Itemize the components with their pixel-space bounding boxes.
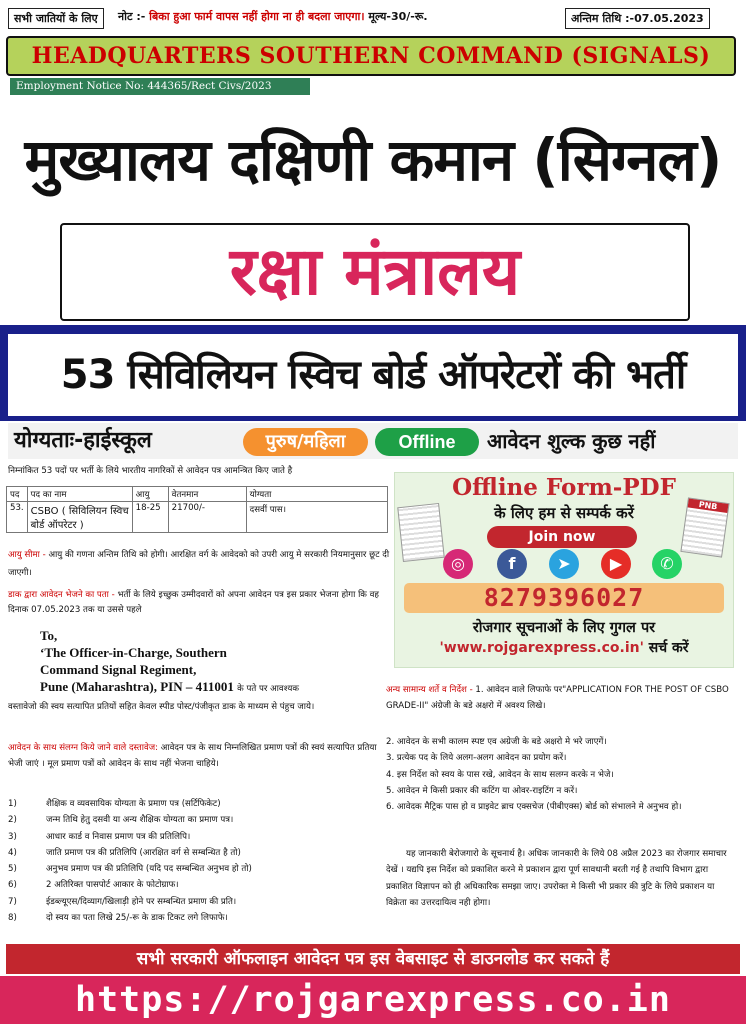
table-row	[7, 502, 388, 533]
postal-label: डाक द्वारा आवेदन भेजने का पता -	[8, 590, 115, 600]
address-after: वस्तावेजो की स्वय सत्यापित प्रतियों सहित केवल स्पीड पोस्ट/पंजीकृत डाक के माध्यम से पंहुच जाये।	[8, 702, 315, 712]
cell-qualification: दसवीं पास।	[246, 502, 387, 533]
cell-age: 18-25	[132, 502, 168, 533]
qualification: योग्यताः-हाईस्कूल	[14, 428, 152, 453]
conditions-list	[386, 734, 736, 815]
list-item: 4) जाति प्रमाण पत्र की प्रतिलिपि (आरक्षित वर्ग से सम्बन्धित है तो)	[8, 847, 241, 858]
th-qualification: योग्यता	[246, 487, 387, 502]
footer-banner: सभी सरकारी ऑफलाइन आवेदन पत्र इस वेबसाइट से डाउनलोड कर सकते हैं	[6, 944, 740, 974]
newspaper-label: PNB	[688, 498, 729, 512]
recruitment-title: 53 सिविलियन स्विच बोर्ड ऑपरेटरों की भर्ती	[8, 334, 738, 416]
list-item: 2. आवेदन के सभी कालम स्पष्ट एव अग्रेजी के बडे अक्षरो मे भरे जाएगें।	[386, 737, 607, 747]
list-item: 3) आधार कार्ड व निवास प्रमाण पत्र की प्रतिलिपि।	[8, 831, 191, 842]
youtube-icon[interactable]: ▶	[601, 549, 631, 579]
vacancy-table	[6, 486, 388, 533]
list-item: 5) अनुभव प्रमाण पत्र की प्रतिलिपि (यदि पद सम्बन्धित अनुभव हो तो)	[8, 864, 252, 875]
employment-notice: Employment Notice No: 444365/Rect Civs/2023	[10, 78, 310, 95]
fee-info: आवेदन शुल्क कुछ नहीं	[487, 429, 656, 453]
address-line-4: Pune (Maharashtra), PIN – 411001	[40, 679, 234, 694]
whatsapp-icon[interactable]: ✆	[652, 549, 682, 579]
th-post-name: पद का नाम	[27, 487, 132, 502]
address-line-3: Command Signal Regiment,	[40, 662, 197, 677]
ministry-title: रक्षा मंत्रालय	[60, 223, 690, 321]
cell-posts: 53.	[7, 502, 28, 533]
age-limit	[8, 546, 390, 582]
gender-badge: पुरुष/महिला	[243, 428, 368, 456]
documents-list	[8, 796, 390, 926]
table-header-row	[7, 487, 388, 502]
th-pay: वेतनमान	[168, 487, 246, 502]
caste-box: सभी जातियों के लिए	[8, 8, 104, 29]
conditions-first: 1. आवेदन वाले लिफाफे पर"APPLICATION FOR THE POST OF CSBO GRADE-II" अंग्रेजी के बडे अक्षरो में अवश्य लिखे।	[386, 685, 729, 712]
newspaper-icon	[397, 503, 445, 562]
documents-text: आवेदन पत्र के साथ निम्नलिखित प्रमाण पत्रों की स्वयं सत्यापित प्रतिया भेजी जाएं । मूल प्रमाण पत्रों को आवेदन के साथ नहीं भेजना चाहिये।	[8, 743, 377, 769]
list-item: 7) ईडब्ल्यूएस/दिव्याग/खिलाड़ी होने पर सम्बन्धित प्रमाण की प्रति।	[8, 896, 237, 907]
note-text: बिका हुआ फार्म वापस नहीं होगा ना ही बदला जाएगा।	[149, 10, 365, 23]
list-item: 3. प्रत्येक पद के लिये अलग-अलग आवेदन का प्रयोग करें।	[386, 753, 567, 764]
list-item: 4. इस निर्देश को स्वय के पास रखे, आवेदन के साथ सलग्न करके न भेजे।	[386, 769, 614, 780]
phone-number[interactable]: 8279396027	[404, 583, 724, 613]
age-limit-text: आयु की गणना अन्तिम तिथि को होगी। आरक्षित वर्ग के आवेदको को उपरी आयु मे सरकारी नियमानुसार छूट दी जाएगी।	[8, 550, 390, 578]
conditions-label: अन्य सामान्य शर्ते व निर्देश -	[386, 685, 473, 695]
address-suffix: के पते पर आवश्यक	[237, 684, 299, 694]
price: मूल्य-30/-रू.	[368, 10, 428, 23]
postal-text: भर्ती के लिये इच्छुक उम्मीदवारों को अपना आवेदन पत्र इस प्रकार भेजना होगा कि वह दिनाक 07.05.2023 तक या उससे पहले	[8, 590, 379, 615]
join-now-button[interactable]: Join now	[487, 526, 637, 548]
list-item: 6) 2 अतिरिक्त पासपोर्ट आकार के फोटोग्राफ।	[8, 880, 179, 891]
telegram-icon[interactable]: ➤	[549, 549, 579, 579]
list-item: 2) जन्म तिथि हेतु दसवी या अन्य शैक्षिक योग्यता का प्रमाण पत्र।	[8, 815, 234, 826]
age-limit-label: आयु सीमा -	[8, 550, 46, 560]
promo-line-2	[394, 638, 734, 657]
documents-intro	[8, 740, 390, 772]
instagram-icon[interactable]: ◎	[443, 549, 473, 579]
facebook-icon[interactable]: f	[497, 549, 527, 579]
address-block	[40, 627, 299, 698]
address-line-2: ‘The Officer-in-Charge, Southern	[40, 645, 227, 660]
footer-url[interactable]: https://rojgarexpress.co.in	[0, 976, 746, 1024]
mode-badge: Offline	[375, 428, 479, 456]
promo-site-link[interactable]: 'www.rojgarexpress.co.in'	[439, 640, 644, 656]
cell-post-name: CSBO ( सिविलियन स्विच बोर्ड ऑपरेटर )	[27, 502, 132, 533]
promo-line-1: रोजगार सूचनाओं के लिए गुगल पर	[472, 620, 656, 636]
promo-search: सर्च करें	[648, 640, 689, 656]
newspaper-icon	[680, 497, 729, 557]
conditions-intro	[386, 682, 736, 715]
promo-subtitle: के लिए हम से सम्पर्क करें	[494, 504, 634, 522]
note-label: नोट :-	[118, 10, 146, 23]
list-item: 5. आवेदन मे किसी प्रकार की कटिंग या ओवर-राइटिंग न करें।	[386, 785, 578, 796]
conditions-closing: यह जानकारी बेरोजगारो के सूचनार्थ है। अधिक जानकारी के लिये 08 अप्रैल 2023 का रोजगार समाचार देखें । यद्यपि इस निर्देश को प्रकाशित करने मे प्रकाशन द्वारा पूर्ण सावधानी बरती गई है तथापि विभाग द्वारा प्रकाशित विज्ञापन को ही अधिकारिक समझा जाए। उपरोक्त मे किसी भी प्रकार की त्रुटि के लिये प्रकाशन या विक्रेता का उत्तरदायित्व नही होगा।	[386, 849, 727, 908]
list-item: 8) दो स्वय का पता लिखे 25/-रू के डाक टिकट लगे लिफाफे।	[8, 913, 228, 924]
documents-label: आवेदन के साथ संलग्न किये जाने वाले दस्तावेज:	[8, 743, 159, 753]
intro-text: निम्नांकित 53 पदों पर भर्ती के लिये भारतीय नागरिकों से आवेदन पत्र आमन्त्रित किए जाते है	[8, 466, 293, 476]
last-date-box: अन्तिम तिथि :-07.05.2023	[565, 8, 710, 29]
list-item: 1) शैक्षिक व व्यवसायिक योग्यता के प्रमाण पत्र (सर्टिफिकेट)	[8, 799, 221, 809]
address-line-1: To,	[40, 628, 58, 643]
cell-pay: 21700/-	[168, 502, 246, 533]
promo-title: Offline Form-PDF	[452, 474, 676, 501]
hq-english-title: HEADQUARTERS SOUTHERN COMMAND (SIGNALS)	[6, 36, 736, 76]
top-note	[118, 9, 428, 24]
th-age: आयु	[132, 487, 168, 502]
hq-hindi-title: मुख्यालय दक्षिणी कमान (सिग्नल)	[24, 126, 722, 194]
list-item: 6. आवेदक मैट्रिक पास हो व प्राइवेट ब्राच एक्सचेज (पीबीएक्स) बोर्ड को संभालने मे अनुभव हो।	[386, 802, 682, 813]
th-post: पद	[7, 487, 28, 502]
postal-address	[8, 588, 390, 618]
